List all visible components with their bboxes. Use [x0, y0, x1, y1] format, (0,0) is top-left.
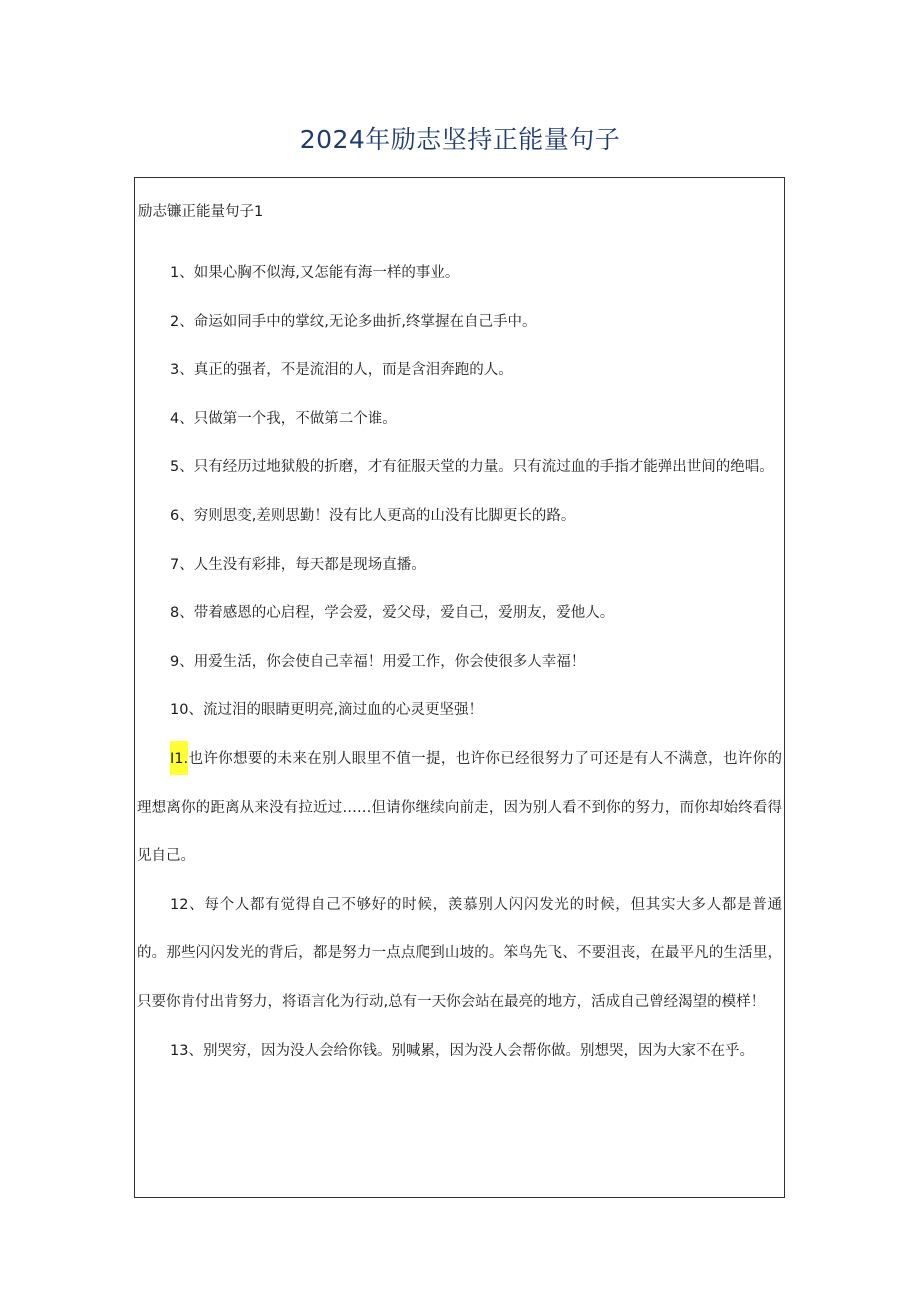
- list-item: [137, 1027, 782, 1076]
- item-number: 12、: [170, 896, 205, 913]
- list-item: [137, 492, 782, 541]
- item-number: 2、: [170, 313, 194, 330]
- section-heading: 励志镰正能量句子1: [138, 204, 264, 220]
- item-number: 5、: [170, 459, 194, 476]
- item-text: 用爱生活，你会使自己幸福！用爱工作，你会使很多人幸福！: [193, 653, 586, 670]
- item-text: 穷则思变,差则思勤！没有比人更高的山没有比脚更长的路。: [193, 507, 576, 524]
- list-item: [137, 589, 782, 638]
- item-number: 13、: [170, 1042, 203, 1059]
- item-number: 6、: [170, 507, 194, 524]
- item-number: 3、: [170, 362, 194, 379]
- item-number: 7、: [170, 556, 194, 573]
- list-item: [137, 395, 782, 444]
- list-item: [137, 443, 782, 492]
- list-item: [137, 686, 782, 735]
- item-number: 9、: [170, 653, 194, 670]
- list-item: [137, 298, 782, 347]
- content-box: [134, 177, 785, 1198]
- item-text: 也许你想要的未来在别人眼里不值一提，也许你已经很努力了可还是有人不满意，也许你的理想离你的距离从来没有拉近过……但请你继续向前走，因为别人看不到你的努力，而你却始终看得见自己。: [137, 750, 782, 865]
- item-number: 8、: [170, 605, 194, 622]
- list-item: [137, 735, 782, 881]
- item-text: 命运如同手中的掌纹,无论多曲折,终掌握在自己手中。: [193, 313, 537, 330]
- item-number: 10、: [170, 702, 203, 719]
- item-number: 4、: [170, 410, 194, 427]
- list-item: [137, 346, 782, 395]
- item-text: 只有经历过地狱般的折磨，才有征服天堂的力量。只有流过血的手指才能弹出世间的绝唱。: [193, 459, 774, 476]
- list-item: [137, 638, 782, 687]
- item-text: 如果心胸不似海,又怎能有海一样的事业。: [193, 265, 460, 281]
- list-item: [137, 249, 782, 298]
- item-text: 人生没有彩排，每天都是现场直播。: [193, 556, 426, 573]
- item-text: 每个人都有觉得自己不够好的时候，羡慕别人闪闪发光的时候，但其实大多人都是普通的。那些闪闪发光的背后，都是努力一点点爬到山坡的。笨鸟先飞、不要沮丧，在最平凡的生活里，只要你肯付出肯努力，将语言化为行动,总有一天你会站在最亮的地方，活成自己曾经渴望的模样！: [137, 896, 782, 1010]
- item-text: 流过泪的眼睛更明亮,滴过血的心灵更坚强！: [202, 702, 484, 719]
- item-text: 只做第一个我，不做第二个谁。: [193, 410, 397, 427]
- item-text: 带着感恩的心启程，学会爱，爱父母，爱自己，爱朋友，爱他人。: [193, 605, 615, 622]
- item-text: 别哭穷，因为没人会给你钱。别喊累，因为没人会帮你做。别想哭，因为大家不在乎。: [202, 1042, 754, 1059]
- list-item: [137, 541, 782, 590]
- item-text: 真正的强者，不是流泪的人，而是含泪奔跑的人。: [193, 362, 513, 379]
- quote-list: [137, 249, 782, 1075]
- list-item: [137, 881, 782, 1027]
- highlighted-item-number: I1.: [170, 741, 188, 775]
- item-number: 1、: [170, 265, 194, 281]
- page-title: 2024年励志坚持正能量句子: [299, 125, 621, 154]
